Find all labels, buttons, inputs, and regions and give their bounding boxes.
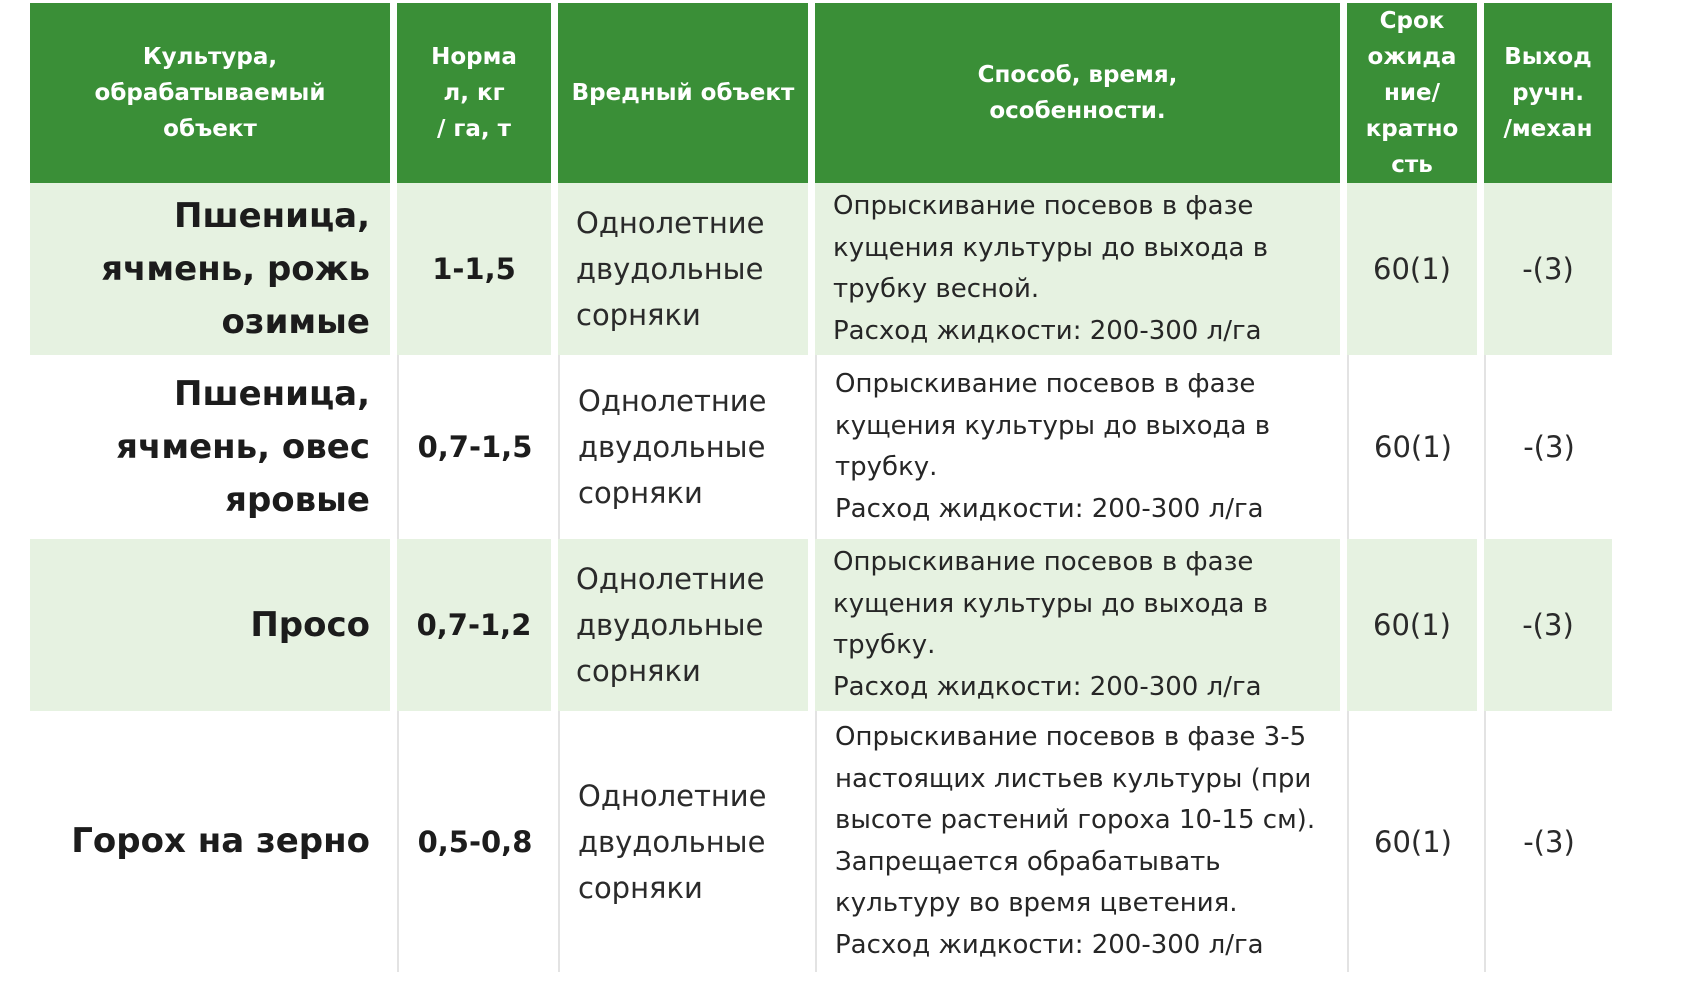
crop-cell: Пшеница, ячмень, овес яровые [30, 355, 390, 539]
header-wait: Срок ожида ние/ кратно сть [1347, 3, 1477, 183]
header-output: Выход ручн. /механ [1484, 3, 1612, 183]
output-cell: -(3) [1484, 539, 1612, 711]
output-cell: -(3) [1484, 355, 1612, 539]
header-crop: Культура, обрабатываемый объект [30, 3, 390, 183]
crop-cell: Пшеница, ячмень, рожь озимые [30, 183, 390, 355]
pest-cell: Однолетние двудольные сорняки [558, 711, 808, 972]
pesticide-application-table [23, 3, 1619, 972]
table-header-row [30, 3, 1612, 183]
pesticide-table-container [30, 3, 1619, 972]
rate-cell: 1-1,5 [397, 183, 551, 355]
pest-cell: Однолетние двудольные сорняки [558, 183, 808, 355]
rate-cell: 0,7-1,5 [397, 355, 551, 539]
rate-cell: 0,7-1,2 [397, 539, 551, 711]
output-cell: -(3) [1484, 711, 1612, 972]
table-row [30, 711, 1612, 972]
wait-cell: 60(1) [1347, 539, 1477, 711]
output-cell: -(3) [1484, 183, 1612, 355]
wait-cell: 60(1) [1347, 355, 1477, 539]
wait-cell: 60(1) [1347, 183, 1477, 355]
table-row [30, 355, 1612, 539]
header-pest: Вредный объект [558, 3, 808, 183]
rate-cell: 0,5-0,8 [397, 711, 551, 972]
crop-cell: Просо [30, 539, 390, 711]
table-row [30, 183, 1612, 355]
method-cell: Опрыскивание посевов в фазе 3-5 настоящих листьев культуры (при высоте растений гороха 10-15 см). Запрещается обрабатывать культуру во время цветения. Расход жидкости: 200-300 л/га [815, 711, 1340, 972]
method-cell: Опрыскивание посевов в фазе кущения культуры до выхода в трубку. Расход жидкости: 200-300 л/га [815, 355, 1340, 539]
pest-cell: Однолетние двудольные сорняки [558, 355, 808, 539]
pest-cell: Однолетние двудольные сорняки [558, 539, 808, 711]
table-row [30, 539, 1612, 711]
wait-cell: 60(1) [1347, 711, 1477, 972]
header-rate: Норма л, кг / га, т [397, 3, 551, 183]
crop-cell: Горох на зерно [30, 711, 390, 972]
method-cell: Опрыскивание посевов в фазе кущения культуры до выхода в трубку весной. Расход жидкости: 200-300 л/га [815, 183, 1340, 355]
header-method: Способ, время, особенности. [815, 3, 1340, 183]
method-cell: Опрыскивание посевов в фазе кущения культуры до выхода в трубку. Расход жидкости: 200-300 л/га [815, 539, 1340, 711]
